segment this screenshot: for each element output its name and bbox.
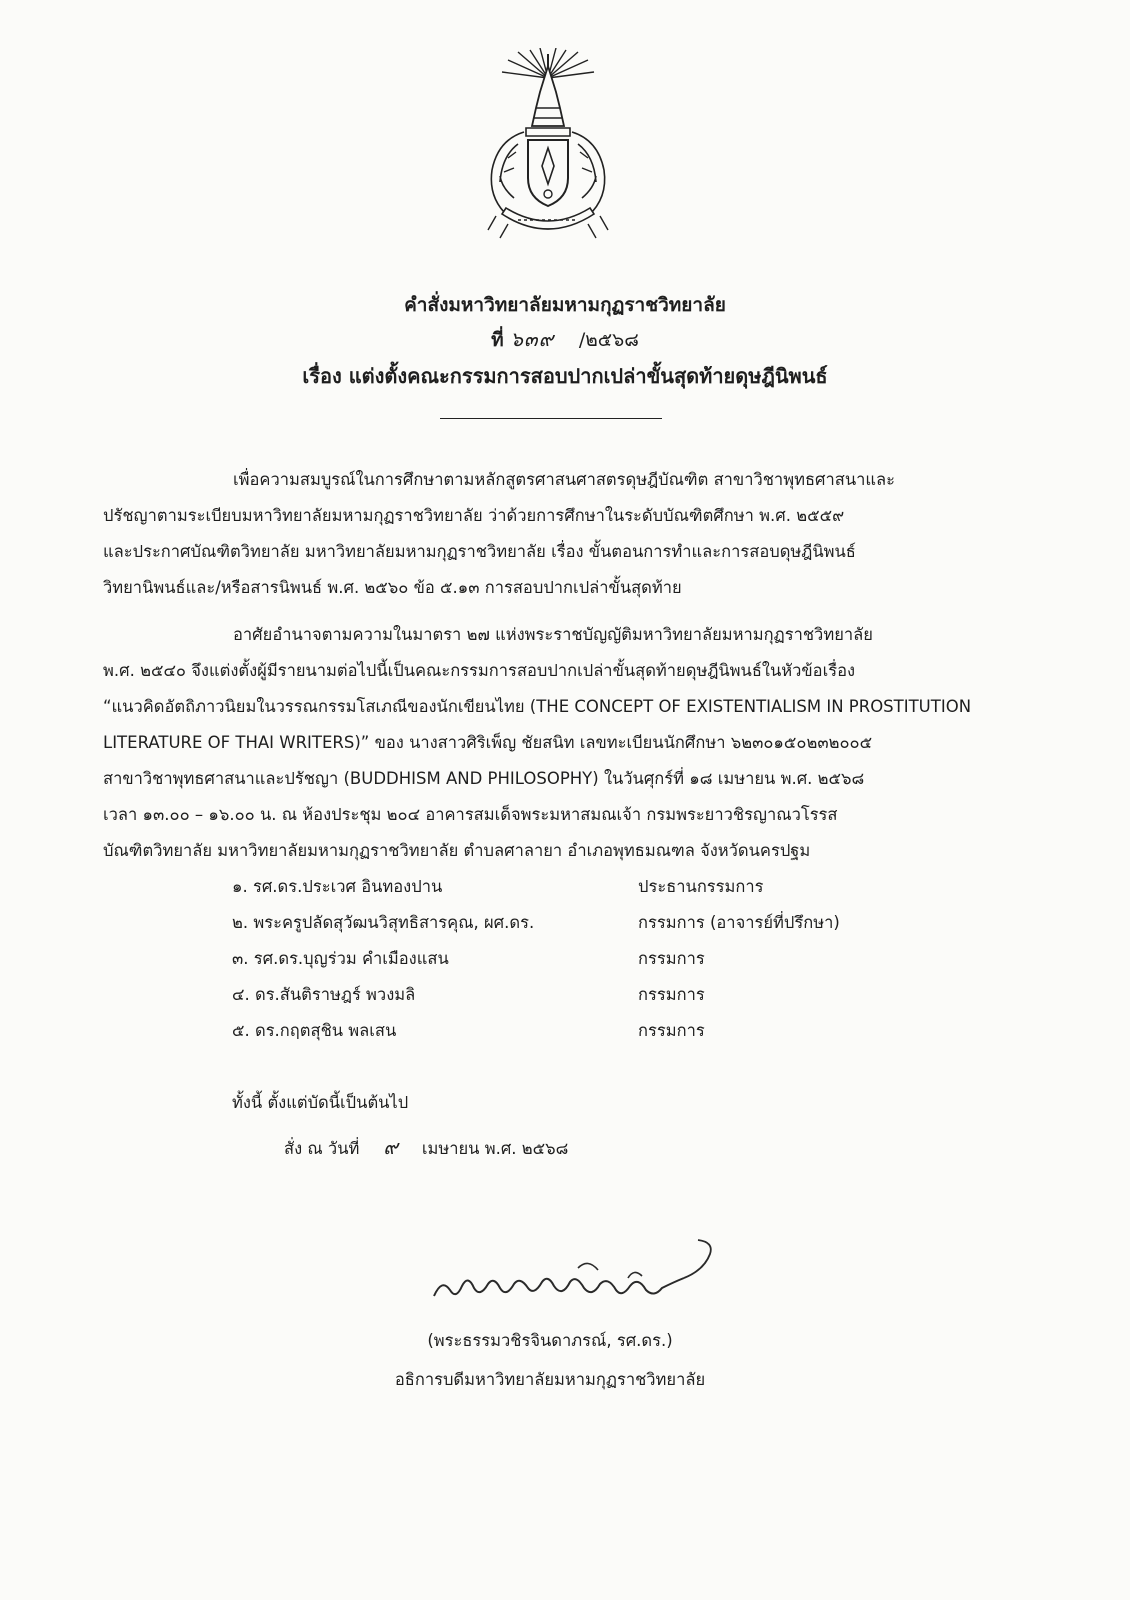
heading-divider — [440, 418, 662, 419]
order-date-suffix: เมษายน พ.ศ. ๒๕๖๘ — [421, 1139, 569, 1158]
member-role: กรรมการ — [638, 1021, 705, 1040]
emblem-ribbon — [502, 208, 594, 229]
member-name: ๓. รศ.ดร.บุญร่วม คำเมืองแสน — [232, 949, 449, 968]
university-emblem — [478, 48, 618, 244]
committee-list — [232, 874, 932, 1054]
committee-member — [232, 946, 932, 982]
committee-member — [232, 910, 932, 946]
order-number-year: /๒๕๖๘ — [578, 329, 639, 351]
member-role: กรรมการ (อาจารย์ที่ปรึกษา) — [638, 913, 840, 932]
member-role: กรรมการ — [638, 985, 705, 1004]
order-date — [284, 1131, 568, 1163]
member-role: ประธานกรรมการ — [638, 877, 764, 896]
order-subject: เรื่อง แต่งตั้งคณะกรรมการสอบปากเปล่าขั้นสุดท้ายดุษฎีนิพนธ์ — [302, 364, 828, 388]
emblem-left-ornament — [491, 132, 524, 216]
paragraph-purpose — [103, 462, 1025, 606]
paragraph-line: สาขาวิชาพุทธศาสนาและปรัชญา (BUDDHISM AND PHILOSOPHY) ในวันศุกร์ที่ ๑๘ เมษายน พ.ศ. ๒๕๖๘ — [103, 769, 865, 788]
member-name: ๔. ดร.สันติราษฎร์ พวงมลิ — [232, 985, 416, 1004]
effective-statement: ทั้งนี้ ตั้งแต่บัดนี้เป็นต้นไป — [232, 1093, 409, 1112]
paragraph-line: “แนวคิดอัตถิภาวนิยมในวรรณกรรมโสเภณีของนักเขียนไทย (THE CONCEPT OF EXISTENTIALISM IN PROSTITUTION — [103, 697, 972, 716]
paragraph-line: ปรัชญาตามระเบียบมหาวิทยาลัยมหามกุฏราชวิทยาลัย ว่าด้วยการศึกษาในระดับบัณฑิตศึกษา พ.ศ. ๒๕๕๙ — [103, 506, 845, 525]
member-name: ๕. ดร.กฤตสุชิน พลเสน — [232, 1021, 397, 1040]
paragraph-line: บัณฑิตวิทยาลัย มหาวิทยาลัยมหามกุฏราชวิทยาลัย ตำบลศาลายา อำเภอพุทธมณฑล จังหวัดนครปฐม — [103, 841, 811, 860]
order-date-prefix: สั่ง ณ วันที่ — [284, 1139, 360, 1158]
order-title: คำสั่งมหาวิทยาลัยมหามกุฏราชวิทยาลัย — [404, 294, 726, 316]
committee-member — [232, 874, 932, 910]
paragraph-line: และประกาศบัณฑิตวิทยาลัย มหาวิทยาลัยมหามกุฏราชวิทยาลัย เรื่อง ขั้นตอนการทำและการสอบดุษฎีนิพนธ์ — [103, 542, 856, 561]
paragraph-line: เวลา ๑๓.๐๐ – ๑๖.๐๐ น. ณ ห้องประชุม ๒๐๔ อาคารสมเด็จพระมหาสมณเจ้า กรมพระยาวชิรญาณวโรรส — [103, 805, 838, 824]
order-date-day: ๙ — [383, 1135, 398, 1159]
order-number-prefix: ที่ — [491, 329, 504, 351]
signer-name: (พระธรรมวชิรจินดาภรณ์, รศ.ดร.) — [427, 1331, 673, 1350]
paragraph-authority — [103, 617, 1025, 869]
member-role: กรรมการ — [638, 949, 705, 968]
paragraph-line: อาศัยอำนาจตามความในมาตรา ๒๗ แห่งพระราชบัญญัติมหาวิทยาลัยมหามกุฏราชวิทยาลัย — [233, 625, 873, 644]
committee-member — [232, 1018, 932, 1054]
paragraph-line: LITERATURE OF THAI WRITERS)” ของ นางสาวศิริเพ็ญ ชัยสนิท เลขทะเบียนนักศึกษา ๖๒๓๐๑๕๐๒๓๒๐๐๕ — [103, 733, 873, 752]
signer-title: อธิการบดีมหาวิทยาลัยมหามกุฏราชวิทยาลัย — [394, 1370, 706, 1389]
order-number-handwritten: ๖๓๙ — [510, 327, 555, 351]
paragraph-line: เพื่อความสมบูรณ์ในการศึกษาตามหลักสูตรศาสนศาสตรดุษฎีบัณฑิต สาขาวิชาพุทธศาสนาและ — [233, 470, 895, 489]
member-name: ๑. รศ.ดร.ประเวศ อินทองปาน — [232, 877, 443, 896]
order-number — [0, 323, 1130, 355]
committee-member — [232, 982, 932, 1018]
paragraph-line: พ.ศ. ๒๕๔๐ จึงแต่งตั้งผู้มีรายนามต่อไปนี้เป็นคณะกรรมการสอบปากเปล่าขั้นสุดท้ายดุษฎีนิพนธ์ในหัวข้อเรื่อง — [103, 661, 856, 680]
emblem-crown — [532, 66, 564, 126]
emblem-right-ornament — [572, 132, 605, 216]
paragraph-line: วิทยานิพนธ์และ/หรือสารนิพนธ์ พ.ศ. ๒๕๖๐ ข้อ ๕.๑๓ การสอบปากเปล่าขั้นสุดท้าย — [103, 578, 682, 597]
member-name: ๒. พระครูปลัดสุวัฒนวิสุทธิสารคุณ, ผศ.ดร. — [232, 913, 535, 932]
signature — [428, 1238, 718, 1318]
